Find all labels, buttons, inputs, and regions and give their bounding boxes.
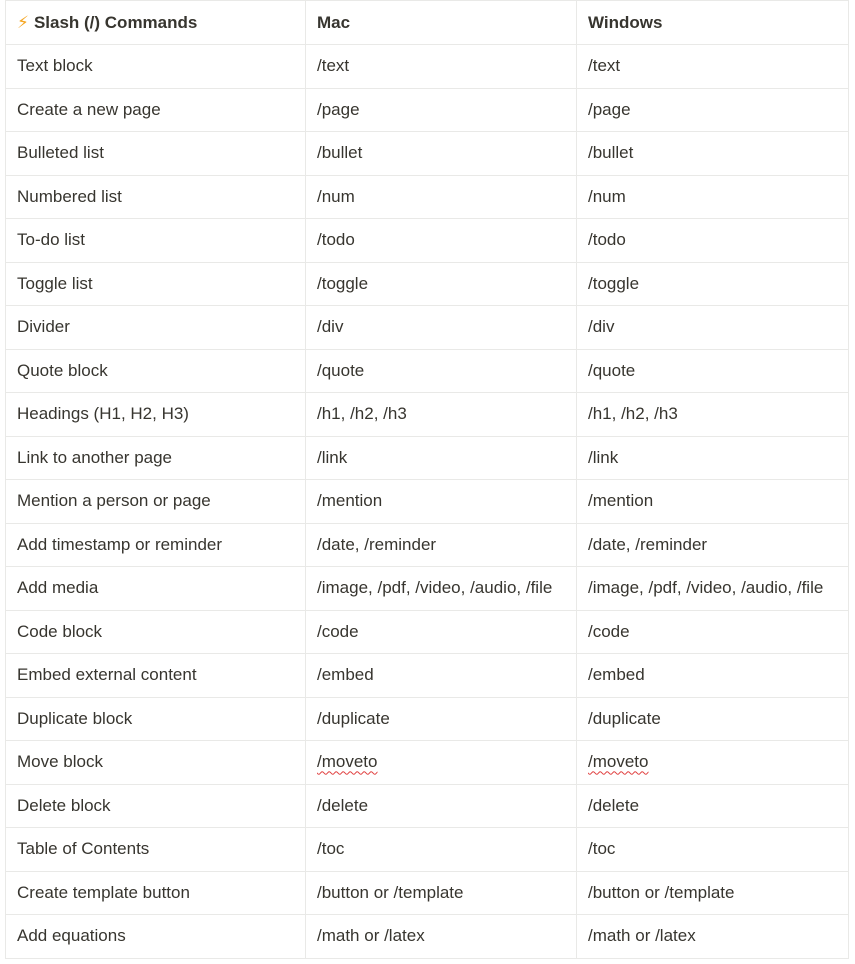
command-cell-text: Link to another page — [17, 447, 173, 467]
mac-shortcut-cell — [306, 132, 577, 176]
mac-shortcut-cell-text: /h1, /h2, /h3 — [317, 404, 407, 424]
command-cell-text: Bulleted list — [17, 143, 104, 163]
windows-shortcut-cell-text: /toc — [588, 839, 616, 859]
table-row — [6, 697, 849, 741]
table-row — [6, 132, 849, 176]
table-row — [6, 436, 849, 480]
mac-shortcut-cell-text: /image, /pdf, /video, /audio, /file — [317, 578, 553, 598]
table-row — [6, 915, 849, 959]
windows-shortcut-cell-text: /toggle — [588, 273, 640, 293]
windows-shortcut-cell-text: /mention — [588, 491, 654, 511]
command-cell — [6, 523, 306, 567]
mac-shortcut-cell — [306, 915, 577, 959]
command-cell — [6, 741, 306, 785]
command-cell-text: Create a new page — [17, 99, 161, 119]
mac-shortcut-cell — [306, 784, 577, 828]
table-row — [6, 741, 849, 785]
command-cell — [6, 610, 306, 654]
mac-shortcut-cell-text: /quote — [317, 360, 365, 380]
windows-shortcut-cell — [577, 654, 849, 698]
mac-shortcut-cell — [306, 436, 577, 480]
table-row — [6, 45, 849, 89]
mac-shortcut-cell-text: /math or /latex — [317, 926, 425, 946]
table-header-row — [6, 1, 849, 45]
mac-shortcut-cell — [306, 219, 577, 263]
windows-shortcut-cell — [577, 741, 849, 785]
windows-shortcut-cell-text: /link — [588, 447, 619, 467]
header-mac: Mac — [306, 1, 577, 45]
windows-shortcut-cell — [577, 132, 849, 176]
command-cell-text: Duplicate block — [17, 708, 133, 728]
command-cell-text: Toggle list — [17, 273, 93, 293]
mac-shortcut-cell — [306, 349, 577, 393]
table-row — [6, 480, 849, 524]
windows-shortcut-cell — [577, 219, 849, 263]
table-row — [6, 784, 849, 828]
windows-shortcut-cell-text: /page — [588, 99, 631, 119]
windows-shortcut-cell-text: /bullet — [588, 143, 634, 163]
mac-shortcut-cell — [306, 523, 577, 567]
table-row — [6, 828, 849, 872]
windows-shortcut-cell-text: /todo — [588, 230, 626, 250]
windows-shortcut-cell-text: /embed — [588, 665, 645, 685]
mac-shortcut-cell — [306, 567, 577, 611]
slash-commands-table — [5, 0, 849, 959]
command-cell-text: To-do list — [17, 230, 86, 250]
windows-shortcut-cell-text: /date, /reminder — [588, 534, 708, 554]
mac-shortcut-cell-text: /delete — [317, 795, 369, 815]
mac-shortcut-cell-text: /toggle — [317, 273, 369, 293]
windows-shortcut-cell-text: /num — [588, 186, 626, 206]
mac-shortcut-cell-text: /bullet — [317, 143, 363, 163]
mac-shortcut-cell-text: /page — [317, 99, 360, 119]
windows-shortcut-cell — [577, 88, 849, 132]
command-cell — [6, 697, 306, 741]
mac-shortcut-cell-text: /mention — [317, 491, 383, 511]
table-row — [6, 567, 849, 611]
windows-shortcut-cell — [577, 915, 849, 959]
command-cell — [6, 654, 306, 698]
command-cell-text: Numbered list — [17, 186, 122, 206]
windows-shortcut-cell — [577, 393, 849, 437]
table-row — [6, 871, 849, 915]
command-cell — [6, 828, 306, 872]
mac-shortcut-cell — [306, 88, 577, 132]
mac-shortcut-cell — [306, 175, 577, 219]
windows-shortcut-cell — [577, 567, 849, 611]
command-cell-text: Add media — [17, 578, 99, 598]
windows-shortcut-cell-text: /button or /template — [588, 882, 735, 902]
command-cell-text: Quote block — [17, 360, 108, 380]
command-cell-text: Add timestamp or reminder — [17, 534, 223, 554]
table-row — [6, 349, 849, 393]
command-cell-text: Create template button — [17, 882, 190, 902]
command-cell-text: Text block — [17, 56, 93, 76]
command-cell-text: Move block — [17, 752, 103, 772]
command-cell — [6, 480, 306, 524]
windows-shortcut-cell — [577, 45, 849, 89]
table-row — [6, 523, 849, 567]
windows-shortcut-cell-text: /code — [588, 621, 630, 641]
command-cell — [6, 436, 306, 480]
command-cell — [6, 567, 306, 611]
mac-shortcut-cell-text: /toc — [317, 839, 345, 859]
command-cell — [6, 219, 306, 263]
header-commands — [6, 1, 306, 45]
windows-shortcut-cell — [577, 610, 849, 654]
command-cell — [6, 871, 306, 915]
command-cell — [6, 349, 306, 393]
mac-shortcut-cell — [306, 306, 577, 350]
windows-shortcut-cell — [577, 306, 849, 350]
mac-shortcut-cell-text: /button or /template — [317, 882, 464, 902]
table-row — [6, 175, 849, 219]
mac-shortcut-cell-text: /div — [317, 317, 344, 337]
command-cell — [6, 393, 306, 437]
windows-shortcut-cell-text: /duplicate — [588, 708, 661, 728]
windows-shortcut-cell — [577, 784, 849, 828]
mac-shortcut-cell — [306, 393, 577, 437]
table-row — [6, 88, 849, 132]
table-row — [6, 610, 849, 654]
command-cell-text: Add equations — [17, 926, 126, 946]
windows-shortcut-cell-text: /text — [588, 56, 621, 76]
command-cell-text: Mention a person or page — [17, 491, 211, 511]
windows-shortcut-cell-text: /math or /latex — [588, 926, 696, 946]
command-cell-text: Embed external content — [17, 665, 197, 685]
command-cell — [6, 784, 306, 828]
windows-shortcut-cell — [577, 871, 849, 915]
command-cell — [6, 45, 306, 89]
windows-shortcut-cell — [577, 480, 849, 524]
windows-shortcut-cell-text: /image, /pdf, /video, /audio, /file — [588, 578, 824, 598]
mac-shortcut-cell-text: /num — [317, 186, 355, 206]
command-cell-text: Table of Contents — [17, 839, 150, 859]
mac-shortcut-cell-text: /text — [317, 56, 350, 76]
command-cell — [6, 306, 306, 350]
mac-shortcut-cell-text: /link — [317, 447, 348, 467]
command-cell-text: Code block — [17, 621, 103, 641]
table-row — [6, 306, 849, 350]
command-cell — [6, 915, 306, 959]
mac-shortcut-cell — [306, 610, 577, 654]
command-cell-text: Divider — [17, 317, 70, 337]
windows-shortcut-cell-text: /moveto — [588, 752, 649, 772]
mac-shortcut-cell — [306, 480, 577, 524]
table-row — [6, 393, 849, 437]
windows-shortcut-cell-text: /div — [588, 317, 615, 337]
mac-shortcut-cell — [306, 741, 577, 785]
windows-shortcut-cell-text: /h1, /h2, /h3 — [588, 404, 678, 424]
windows-shortcut-cell — [577, 523, 849, 567]
command-cell — [6, 262, 306, 306]
windows-shortcut-cell — [577, 828, 849, 872]
table-row — [6, 654, 849, 698]
table-row — [6, 219, 849, 263]
table-row — [6, 262, 849, 306]
mac-shortcut-cell — [306, 828, 577, 872]
commands-table-container — [5, 0, 848, 959]
mac-shortcut-cell — [306, 654, 577, 698]
mac-shortcut-cell — [306, 871, 577, 915]
mac-shortcut-cell — [306, 45, 577, 89]
command-cell-text: Delete block — [17, 795, 111, 815]
header-windows: Windows — [577, 1, 849, 45]
windows-shortcut-cell — [577, 262, 849, 306]
command-cell-text: Headings (H1, H2, H3) — [17, 404, 189, 424]
command-cell — [6, 175, 306, 219]
mac-shortcut-cell-text: /moveto — [317, 752, 378, 772]
mac-shortcut-cell-text: /duplicate — [317, 708, 390, 728]
mac-shortcut-cell — [306, 697, 577, 741]
mac-shortcut-cell — [306, 262, 577, 306]
windows-shortcut-cell — [577, 175, 849, 219]
windows-shortcut-cell — [577, 436, 849, 480]
mac-shortcut-cell-text: /todo — [317, 230, 355, 250]
command-cell — [6, 88, 306, 132]
windows-shortcut-cell-text: /quote — [588, 360, 636, 380]
mac-shortcut-cell-text: /code — [317, 621, 359, 641]
windows-shortcut-cell-text: /delete — [588, 795, 640, 815]
mac-shortcut-cell-text: /date, /reminder — [317, 534, 437, 554]
command-cell — [6, 132, 306, 176]
lightning-bolt-icon: ⚡ — [17, 12, 29, 32]
header-commands-label: Slash (/) Commands — [33, 12, 198, 32]
windows-shortcut-cell — [577, 697, 849, 741]
windows-shortcut-cell — [577, 349, 849, 393]
mac-shortcut-cell-text: /embed — [317, 665, 374, 685]
